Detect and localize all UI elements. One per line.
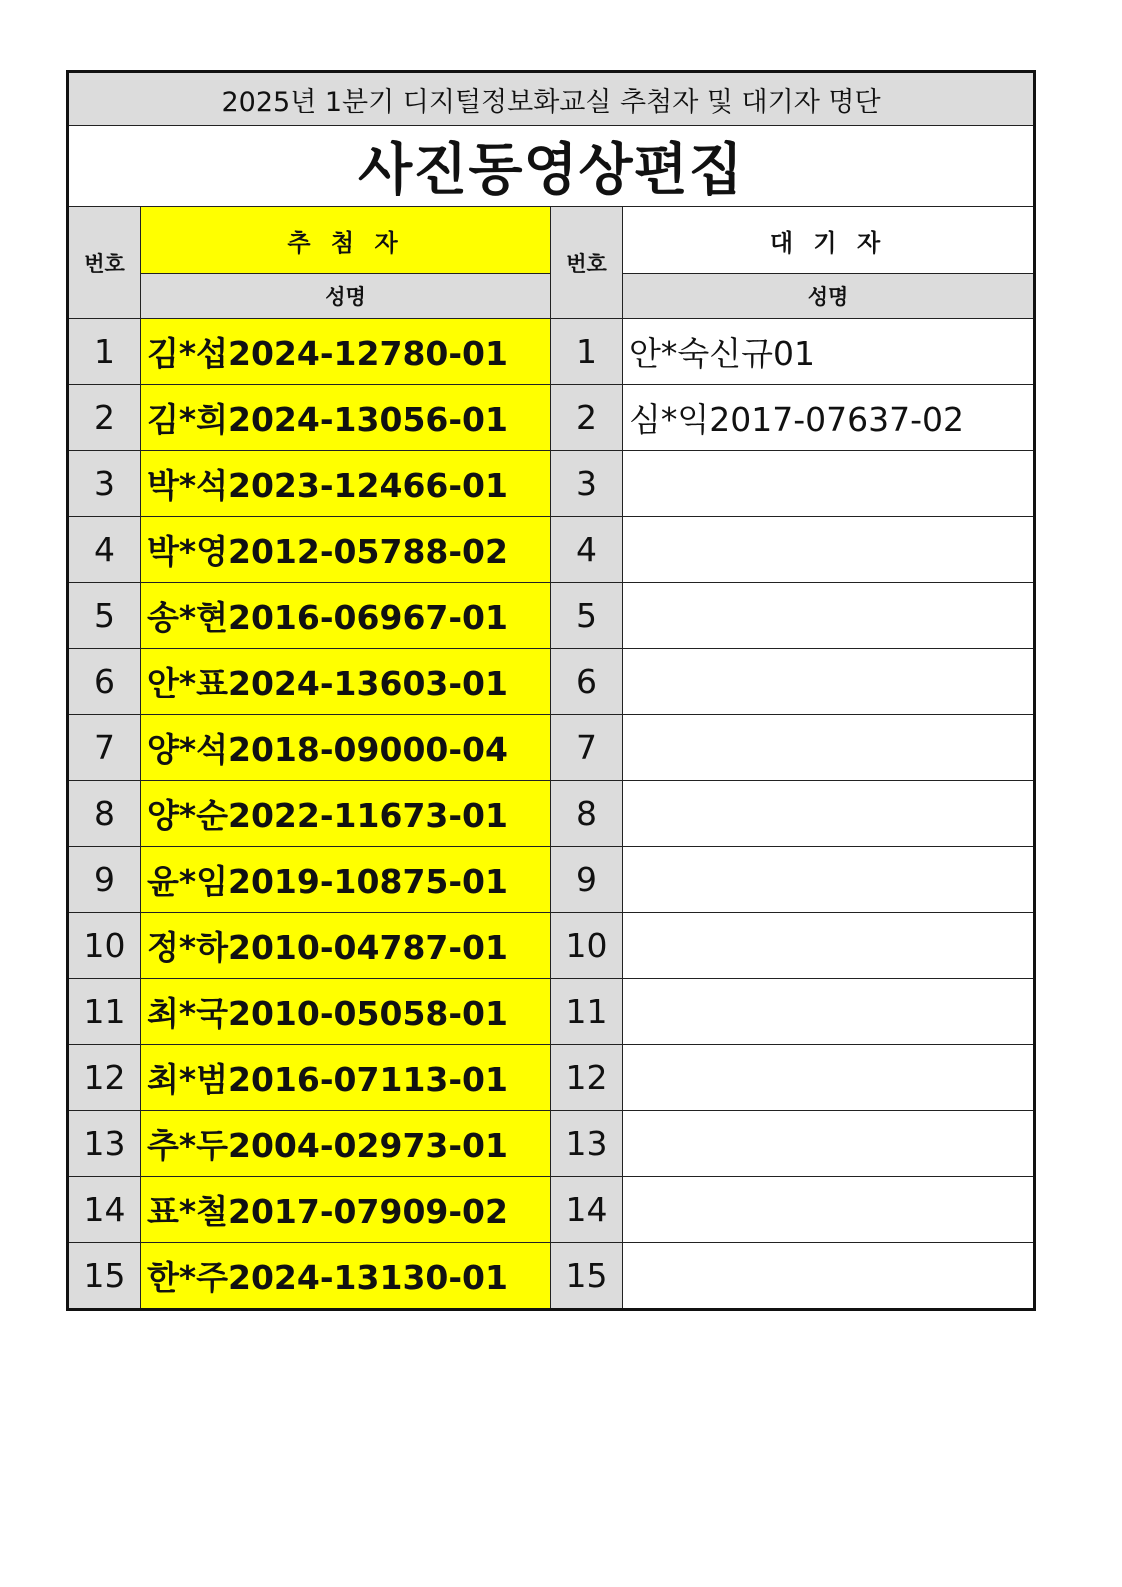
- winner-name-header: 성명: [141, 274, 551, 319]
- winner-name-cell: 김*희2024-13056-01: [141, 385, 551, 451]
- waitlist-number-cell: 2: [551, 385, 623, 451]
- winner-number-cell: 1: [68, 319, 141, 385]
- winner-number-cell: 11: [68, 979, 141, 1045]
- waitlist-name-cell: [623, 1111, 1035, 1177]
- winner-name-cell: 양*석2018-09000-04: [141, 715, 551, 781]
- winner-number-cell: 4: [68, 517, 141, 583]
- waitlist-name-cell: [623, 583, 1035, 649]
- waitlist-name-cell: [623, 847, 1035, 913]
- winner-name-cell: 김*섭2024-12780-01: [141, 319, 551, 385]
- winner-number-cell: 7: [68, 715, 141, 781]
- waitlist-name-cell: 심*익2017-07637-02: [623, 385, 1035, 451]
- waitlist-number-cell: 7: [551, 715, 623, 781]
- waitlist-number-cell: 11: [551, 979, 623, 1045]
- winner-number-cell: 6: [68, 649, 141, 715]
- table-row: [68, 847, 1035, 913]
- table-row: [68, 583, 1035, 649]
- waitlist-name-header: 성명: [623, 274, 1035, 319]
- table-row: [68, 1177, 1035, 1243]
- table-row: [68, 781, 1035, 847]
- winner-number-cell: 15: [68, 1243, 141, 1310]
- winner-name-cell: 송*현2016-06967-01: [141, 583, 551, 649]
- waitlist-number-cell: 10: [551, 913, 623, 979]
- winner-number-cell: 12: [68, 1045, 141, 1111]
- winner-number-header: 번호: [68, 207, 141, 319]
- waitlist-number-cell: 4: [551, 517, 623, 583]
- roster-sheet: [66, 70, 1033, 1311]
- waitlist-number-cell: 9: [551, 847, 623, 913]
- waitlist-name-cell: [623, 1243, 1035, 1310]
- winner-name-cell: 양*순2022-11673-01: [141, 781, 551, 847]
- winner-number-cell: 2: [68, 385, 141, 451]
- waitlist-number-cell: 6: [551, 649, 623, 715]
- waitlist-number-header: 번호: [551, 207, 623, 319]
- winner-number-cell: 13: [68, 1111, 141, 1177]
- winner-name-cell: 표*철2017-07909-02: [141, 1177, 551, 1243]
- page-subtitle: 2025년 1분기 디지털정보화교실 추첨자 및 대기자 명단: [68, 72, 1035, 126]
- winner-number-cell: 10: [68, 913, 141, 979]
- table-row: [68, 319, 1035, 385]
- winner-group-header: 추 첨 자: [141, 207, 551, 274]
- table-row: [68, 913, 1035, 979]
- table-row: [68, 1111, 1035, 1177]
- waitlist-name-cell: [623, 781, 1035, 847]
- table-row: [68, 715, 1035, 781]
- table-row: [68, 649, 1035, 715]
- waitlist-number-cell: 3: [551, 451, 623, 517]
- winner-number-cell: 8: [68, 781, 141, 847]
- winner-name-cell: 최*범2016-07113-01: [141, 1045, 551, 1111]
- winner-number-cell: 9: [68, 847, 141, 913]
- waitlist-name-cell: [623, 649, 1035, 715]
- waitlist-name-cell: [623, 913, 1035, 979]
- winner-number-cell: 14: [68, 1177, 141, 1243]
- waitlist-number-cell: 1: [551, 319, 623, 385]
- waitlist-number-cell: 15: [551, 1243, 623, 1310]
- waitlist-name-cell: [623, 979, 1035, 1045]
- winner-name-cell: 최*국2010-05058-01: [141, 979, 551, 1045]
- table-row: [68, 385, 1035, 451]
- winner-name-cell: 윤*임2019-10875-01: [141, 847, 551, 913]
- table-row: [68, 451, 1035, 517]
- roster-body: [68, 72, 1035, 1310]
- waitlist-name-cell: 안*숙신규01: [623, 319, 1035, 385]
- waitlist-number-cell: 14: [551, 1177, 623, 1243]
- winner-name-cell: 한*주2024-13130-01: [141, 1243, 551, 1310]
- waitlist-number-cell: 5: [551, 583, 623, 649]
- header-row-top: [68, 207, 1035, 274]
- winner-name-cell: 정*하2010-04787-01: [141, 913, 551, 979]
- winner-name-cell: 박*석2023-12466-01: [141, 451, 551, 517]
- table-row: [68, 517, 1035, 583]
- roster-table: [66, 70, 1036, 1311]
- waitlist-name-cell: [623, 1045, 1035, 1111]
- table-row: [68, 1243, 1035, 1310]
- page-title: 사진동영상편집: [68, 126, 1035, 207]
- waitlist-group-header: 대 기 자: [623, 207, 1035, 274]
- waitlist-number-cell: 13: [551, 1111, 623, 1177]
- winner-name-cell: 안*표2024-13603-01: [141, 649, 551, 715]
- table-row: [68, 1045, 1035, 1111]
- winner-number-cell: 5: [68, 583, 141, 649]
- winner-name-cell: 추*두2004-02973-01: [141, 1111, 551, 1177]
- winner-name-cell: 박*영2012-05788-02: [141, 517, 551, 583]
- waitlist-name-cell: [623, 517, 1035, 583]
- waitlist-name-cell: [623, 715, 1035, 781]
- waitlist-name-cell: [623, 1177, 1035, 1243]
- waitlist-name-cell: [623, 451, 1035, 517]
- table-row: [68, 979, 1035, 1045]
- waitlist-number-cell: 12: [551, 1045, 623, 1111]
- subtitle-row: [68, 72, 1035, 126]
- winner-number-cell: 3: [68, 451, 141, 517]
- title-row: [68, 126, 1035, 207]
- waitlist-number-cell: 8: [551, 781, 623, 847]
